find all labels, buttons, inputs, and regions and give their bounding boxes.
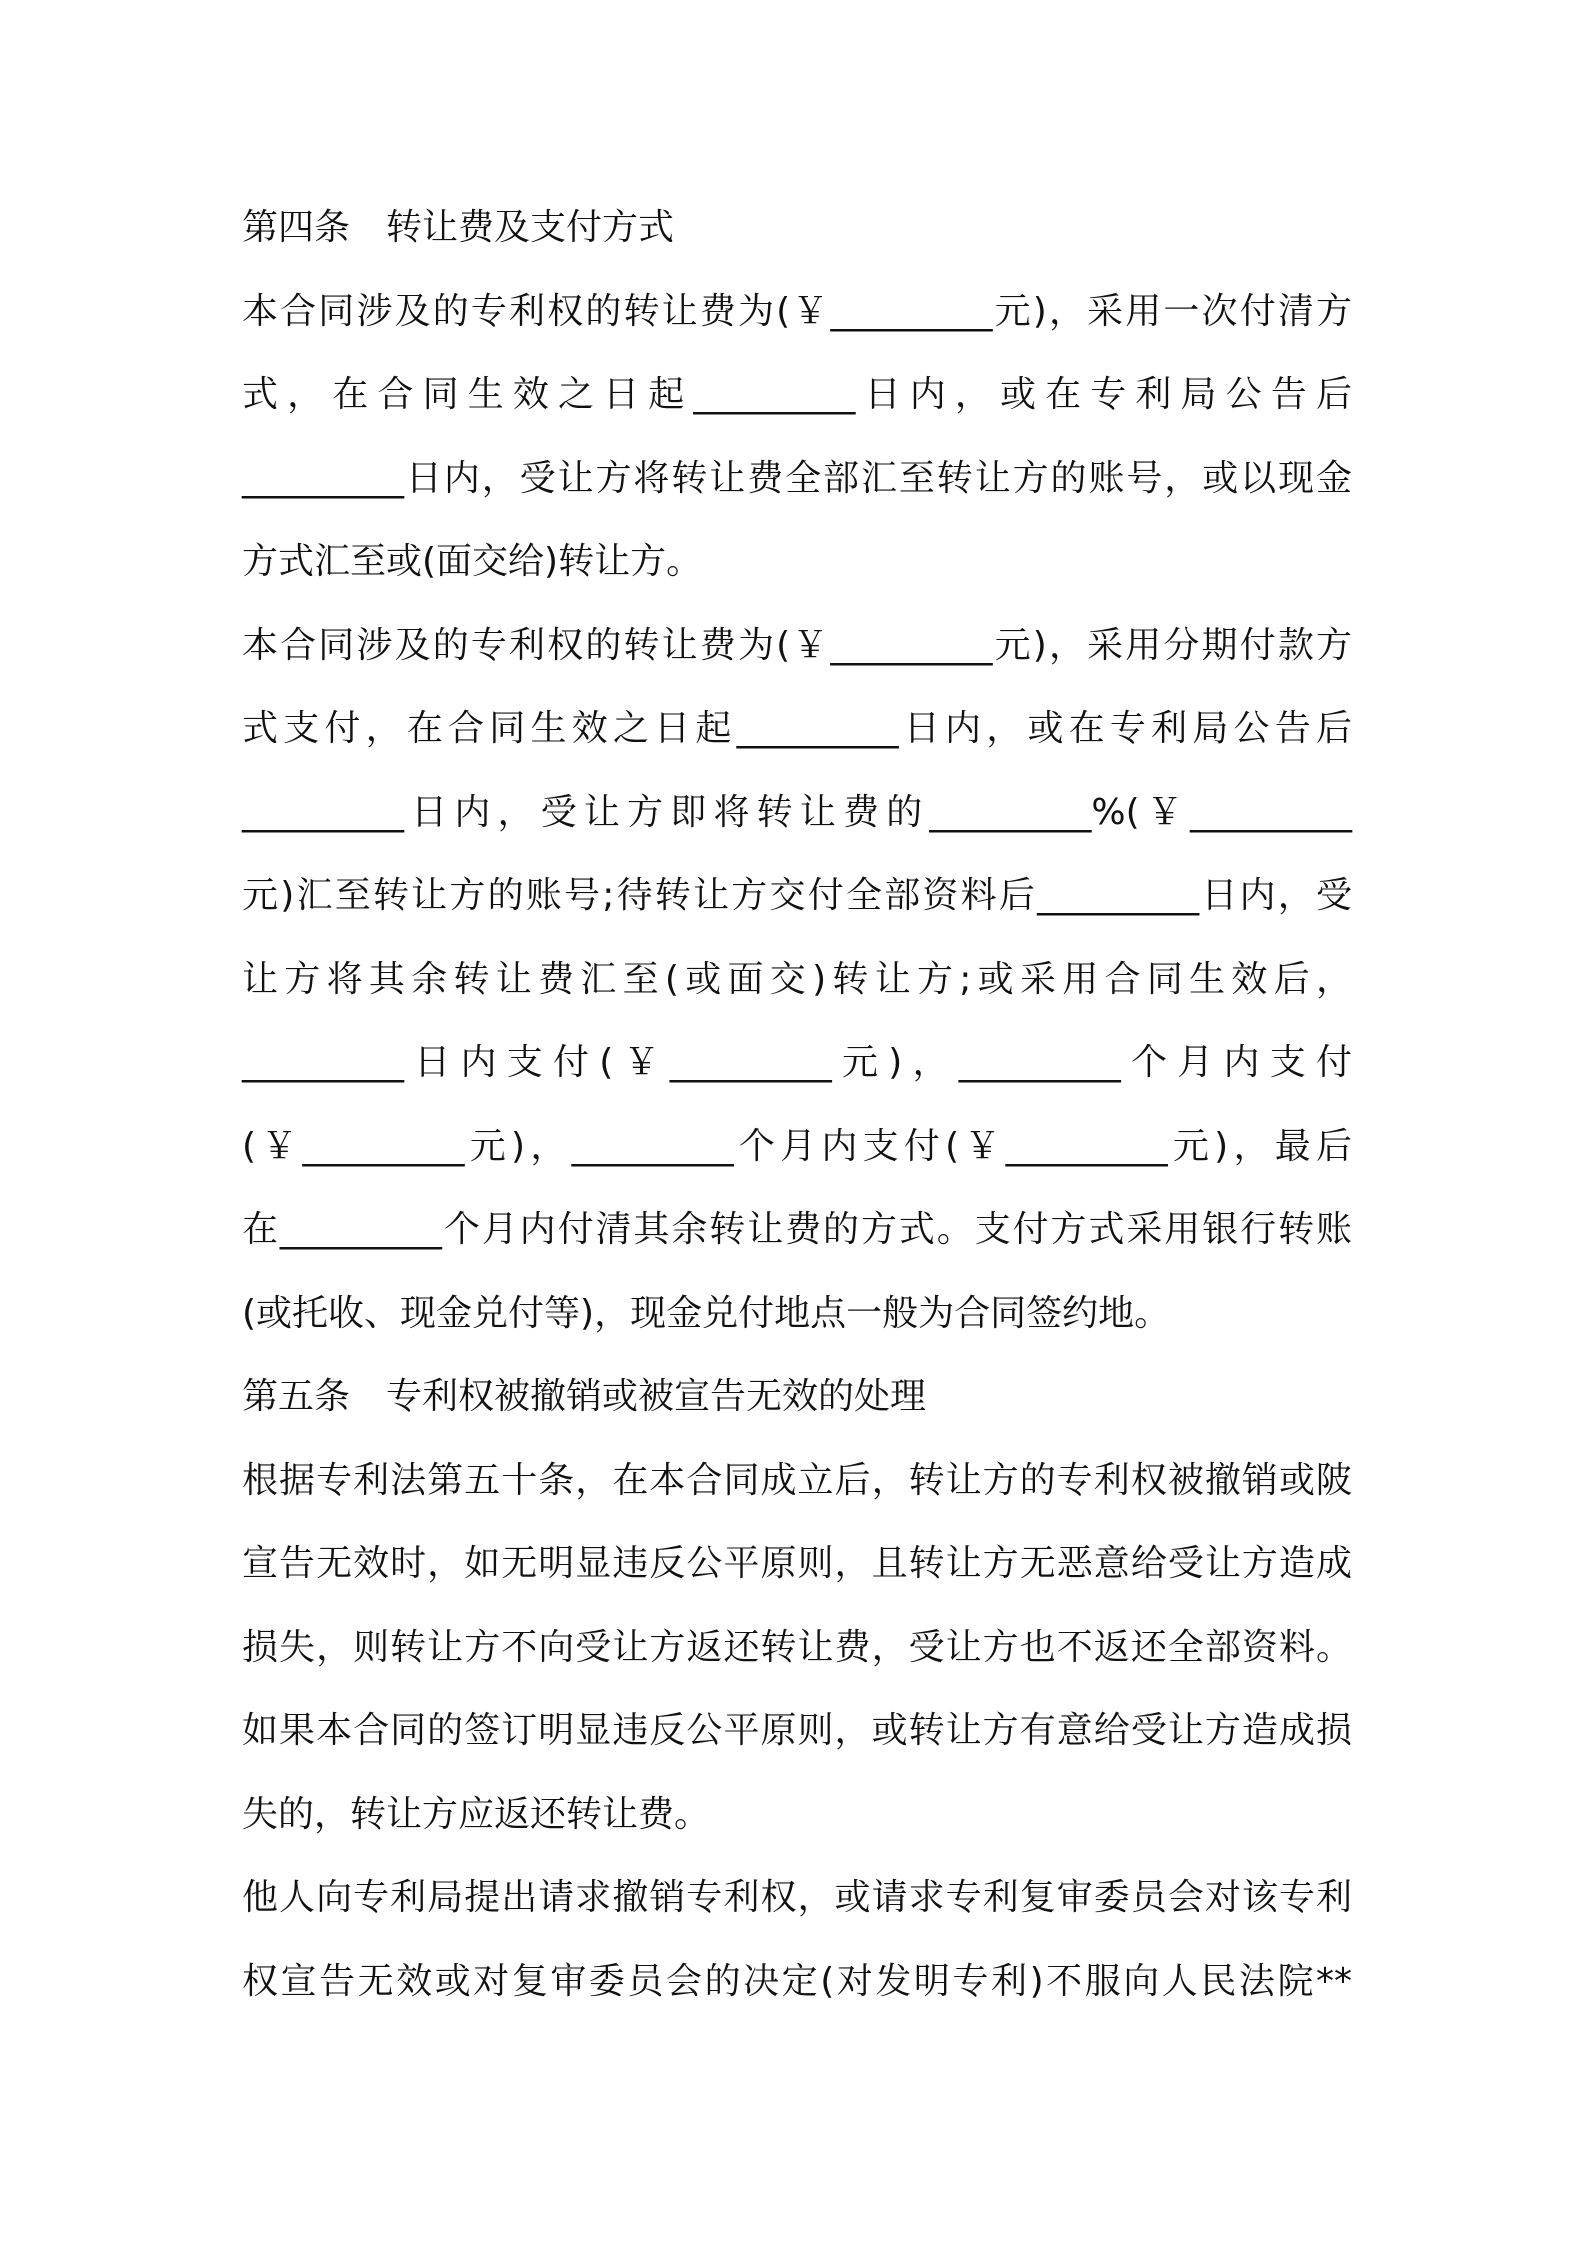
text-line: 权宣告无效或对复审委员会的决定(对发明专利)不服向人民法院**: [242, 1960, 1352, 2002]
text-line: 式，在合同生效之日起_________日内，或在专利局公告后: [242, 374, 1352, 415]
article-4-heading: 第四条 转让费及支付方式: [242, 207, 675, 248]
text-line: 让方将其余转让费汇至(或面交)转让方;或采用合同生效后，: [242, 958, 1352, 1000]
text-line: 式支付，在合同生效之日起_________日内，或在专利局公告后: [242, 708, 1352, 749]
text-line: _________日内，受让方将转让费全部汇至转让方的账号，或以现金: [242, 457, 1352, 499]
text-line: 失的，转让方应返还转让费。: [242, 1793, 711, 1835]
text-line: _________日内支付(￥_________元)，_________个月内支付: [242, 1042, 1352, 1083]
text-line: 他人向专利局提出请求撤销专利权，或请求专利复审委员会对该专利: [242, 1877, 1352, 1918]
text-line: _________日内，受让方即将转让费的_________%(￥_________: [242, 791, 1352, 833]
text-line: 宣告无效时，如无明显违反公平原则，且转让方无恶意给受让方造成: [242, 1543, 1352, 1584]
text-line: 本合同涉及的专利权的转让费为(￥_________元)，采用一次付清方: [242, 290, 1352, 332]
text-line: 根据专利法第五十条，在本合同成立后，转让方的专利权被撤销或陂: [242, 1459, 1352, 1501]
text-line: 在_________个月内付清其余转让费的方式。支付方式采用银行转账: [242, 1209, 1352, 1250]
text-line: (或托收、现金兑付等)，现金兑付地点一般为合同签约地。: [242, 1292, 1171, 1334]
text-line: (￥_________元)，_________个月内支付(￥_________元)，最后: [242, 1125, 1352, 1167]
text-line: 本合同涉及的专利权的转让费为(￥_________元)，采用分期付款方: [242, 624, 1352, 666]
text-line: 元)汇至转让方的账号;待转让方交付全部资料后_________日内，受: [242, 875, 1352, 916]
text-line: 方式汇至或(面交给)转让方。: [242, 541, 703, 582]
text-line: 损失，则转让方不向受让方返还转让费，受让方也不返还全部资料。: [242, 1626, 1352, 1668]
document-page: [242, 186, 1352, 2023]
article-5-heading: 第五条 专利权被撤销或被宣告无效的处理: [242, 1376, 927, 1417]
text-line: 如果本合同的签订明显违反公平原则，或转让方有意给受让方造成损: [242, 1710, 1352, 1751]
